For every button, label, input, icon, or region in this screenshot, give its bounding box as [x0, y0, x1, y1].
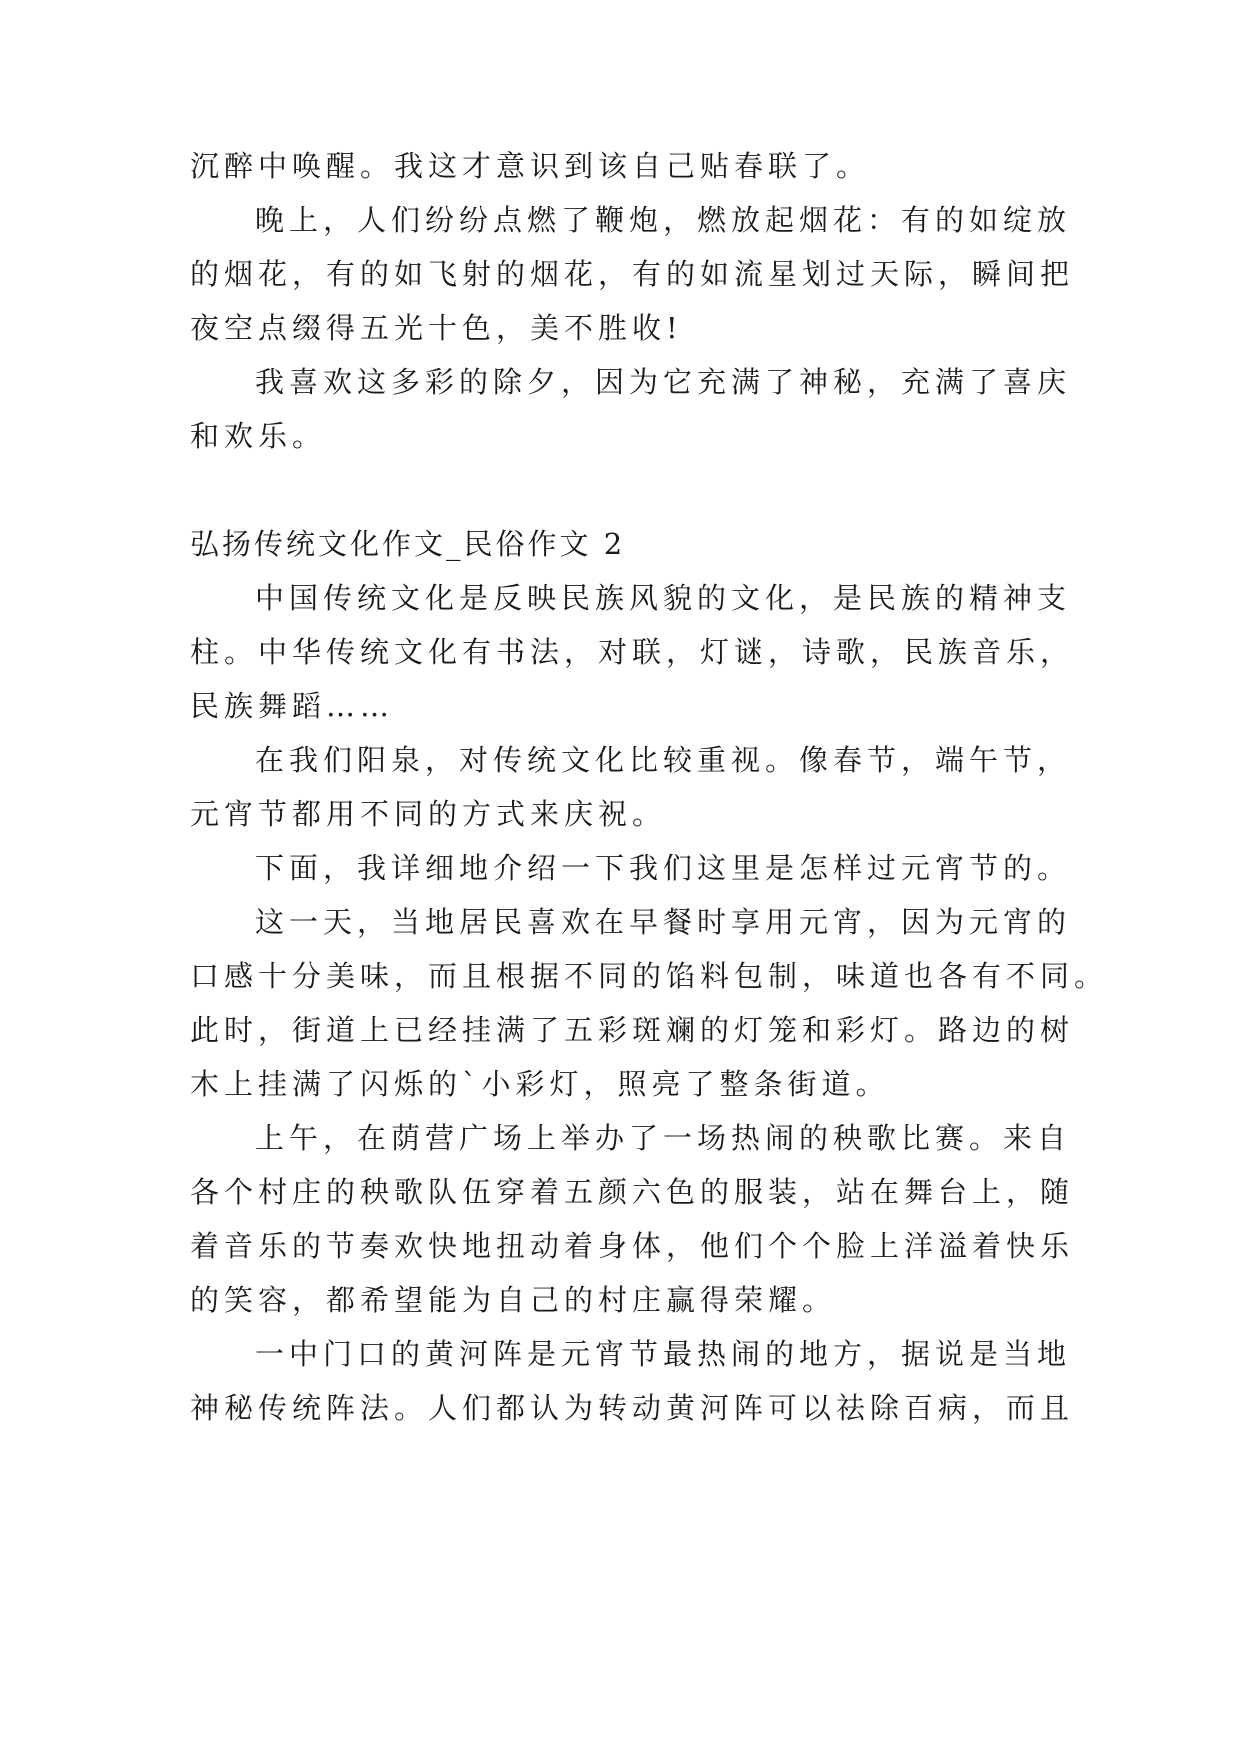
text-line: 的烟花，有的如飞射的烟花，有的如流星划过天际，瞬间把 [190, 257, 1075, 291]
text-line: 着音乐的节奏欢快地扭动着身体，他们个个脸上洋溢着快乐 [190, 1229, 1075, 1263]
paragraph-first-line: 下面，我详细地介绍一下我们这里是怎样过元宵节的。 [255, 851, 1072, 885]
text-line: 各个村庄的秧歌队伍穿着五颜六色的服装，站在舞台上，随 [190, 1175, 1075, 1209]
text-line: 民族舞蹈…… [190, 689, 395, 723]
text-line: 夜空点缀得五光十色，美不胜收! [190, 311, 683, 345]
paragraph-first-line: 晚上，人们纷纷点燃了鞭炮，燃放起烟花：有的如绽放 [255, 203, 1072, 237]
paragraph-first-line: 这一天，当地居民喜欢在早餐时享用元宵，因为元宵的 [255, 905, 1072, 939]
text-line: 的笑容，都希望能为自己的村庄赢得荣耀。 [190, 1283, 837, 1317]
section-heading: 弘扬传统文化作文_民俗作文 2 [190, 527, 626, 561]
text-line: 和欢乐。 [190, 419, 327, 453]
paragraph-first-line: 上午，在荫营广场上举办了一场热闹的秧歌比赛。来自 [255, 1121, 1072, 1155]
paragraph-first-line: 我喜欢这多彩的除夕，因为它充满了神秘，充满了喜庆 [255, 365, 1072, 399]
text-line: 元宵节都用不同的方式来庆祝。 [190, 797, 667, 831]
paragraph-first-line: 中国传统文化是反映民族风貌的文化，是民族的精神支 [255, 581, 1072, 615]
text-line: 此时，街道上已经挂满了五彩斑斓的灯笼和彩灯。路边的树 [190, 1013, 1075, 1047]
text-line: 木上挂满了闪烁的`小彩灯，照亮了整条街道。 [190, 1067, 890, 1101]
paragraph-first-line: 一中门口的黄河阵是元宵节最热闹的地方，据说是当地 [255, 1337, 1072, 1371]
text-line: 柱。中华传统文化有书法，对联，灯谜，诗歌，民族音乐， [190, 635, 1075, 669]
paragraph-first-line: 在我们阳泉，对传统文化比较重视。像春节，端午节， [255, 743, 1072, 777]
text-line: 沉醉中唤醒。我这才意识到该自己贴春联了。 [190, 149, 871, 183]
text-line: 神秘传统阵法。人们都认为转动黄河阵可以祛除百病，而且 [190, 1391, 1075, 1425]
text-line: 口感十分美味，而且根据不同的馅料包制，味道也各有不同。 [190, 959, 1109, 993]
